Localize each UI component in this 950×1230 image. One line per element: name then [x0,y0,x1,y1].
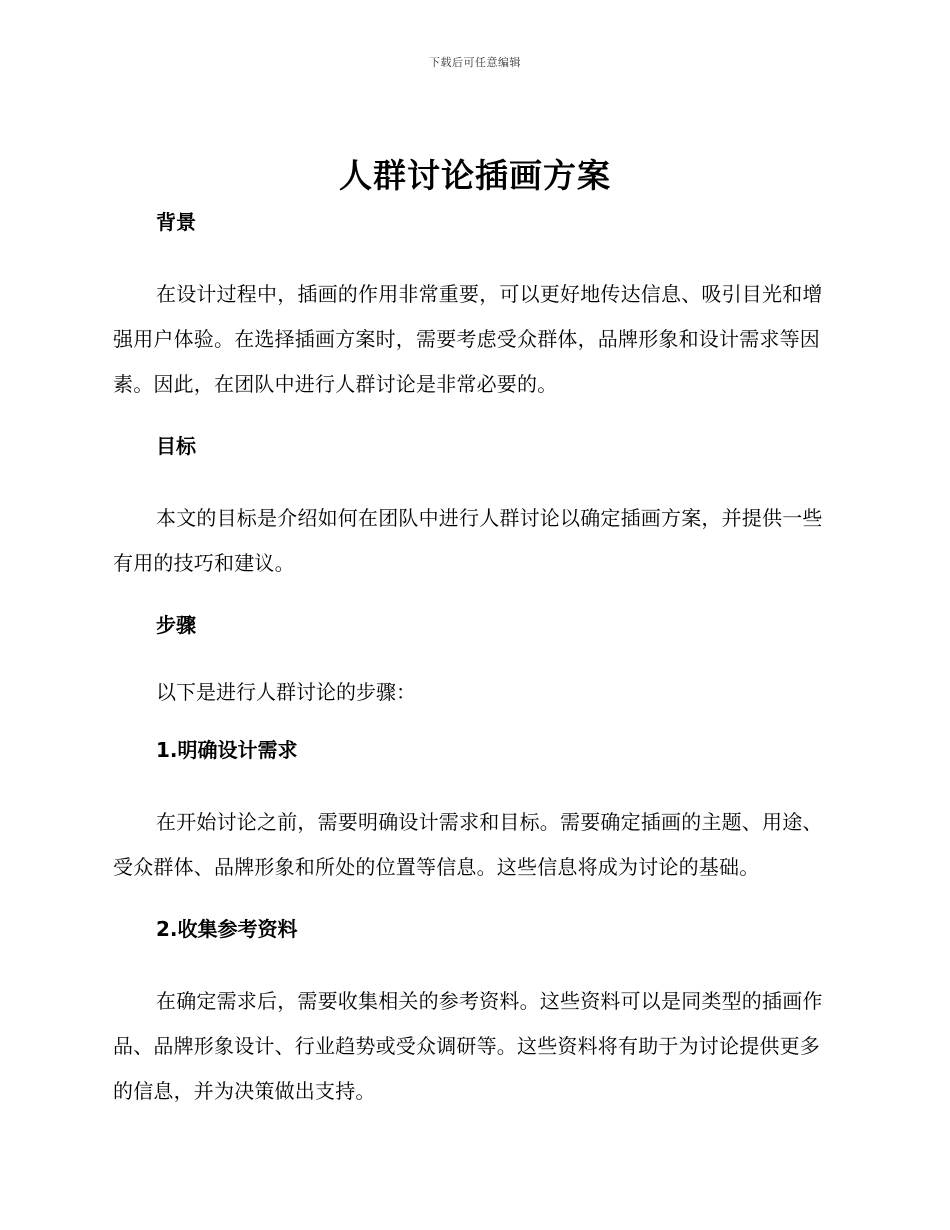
section-heading-steps: 步骤 [156,613,196,637]
step1-paragraph: 在开始讨论之前，需要明确设计需求和目标。需要确定插画的主题、用途、受众群体、品牌形象和所处的位置等信息。这些信息将成为讨论的基础。 [113,810,823,879]
section-heading-background: 背景 [156,210,196,234]
step1-heading: 1.明确设计需求 [156,738,298,762]
document-body [113,206,833,1114]
step2-heading: 2.收集参考资料 [156,917,298,941]
document-title: 人群讨论插画方案 [339,156,611,195]
section-paragraph-background: 在设计过程中，插画的作用非常重要，可以更好地传达信息、吸引目光和增强用户体验。在选择插画方案时，需要考虑受众群体，品牌形象和设计需求等因素。因此，在团队中进行人群讨论是非常必要的。 [113,282,823,396]
steps-intro: 以下是进行人群讨论的步骤： [156,680,416,704]
section-heading-goal: 目标 [156,434,196,458]
step2-paragraph: 在确定需求后，需要收集相关的参考资料。这些资料可以是同类型的插画作品、品牌形象设计、行业趋势或受众调研等。这些资料将有助于为讨论提供更多的信息，并为决策做出支持。 [113,989,823,1103]
header-note: 下载后可任意编辑 [429,56,521,69]
section-paragraph-goal: 本文的目标是介绍如何在团队中进行人群讨论以确定插画方案，并提供一些有用的技巧和建议。 [113,506,823,575]
